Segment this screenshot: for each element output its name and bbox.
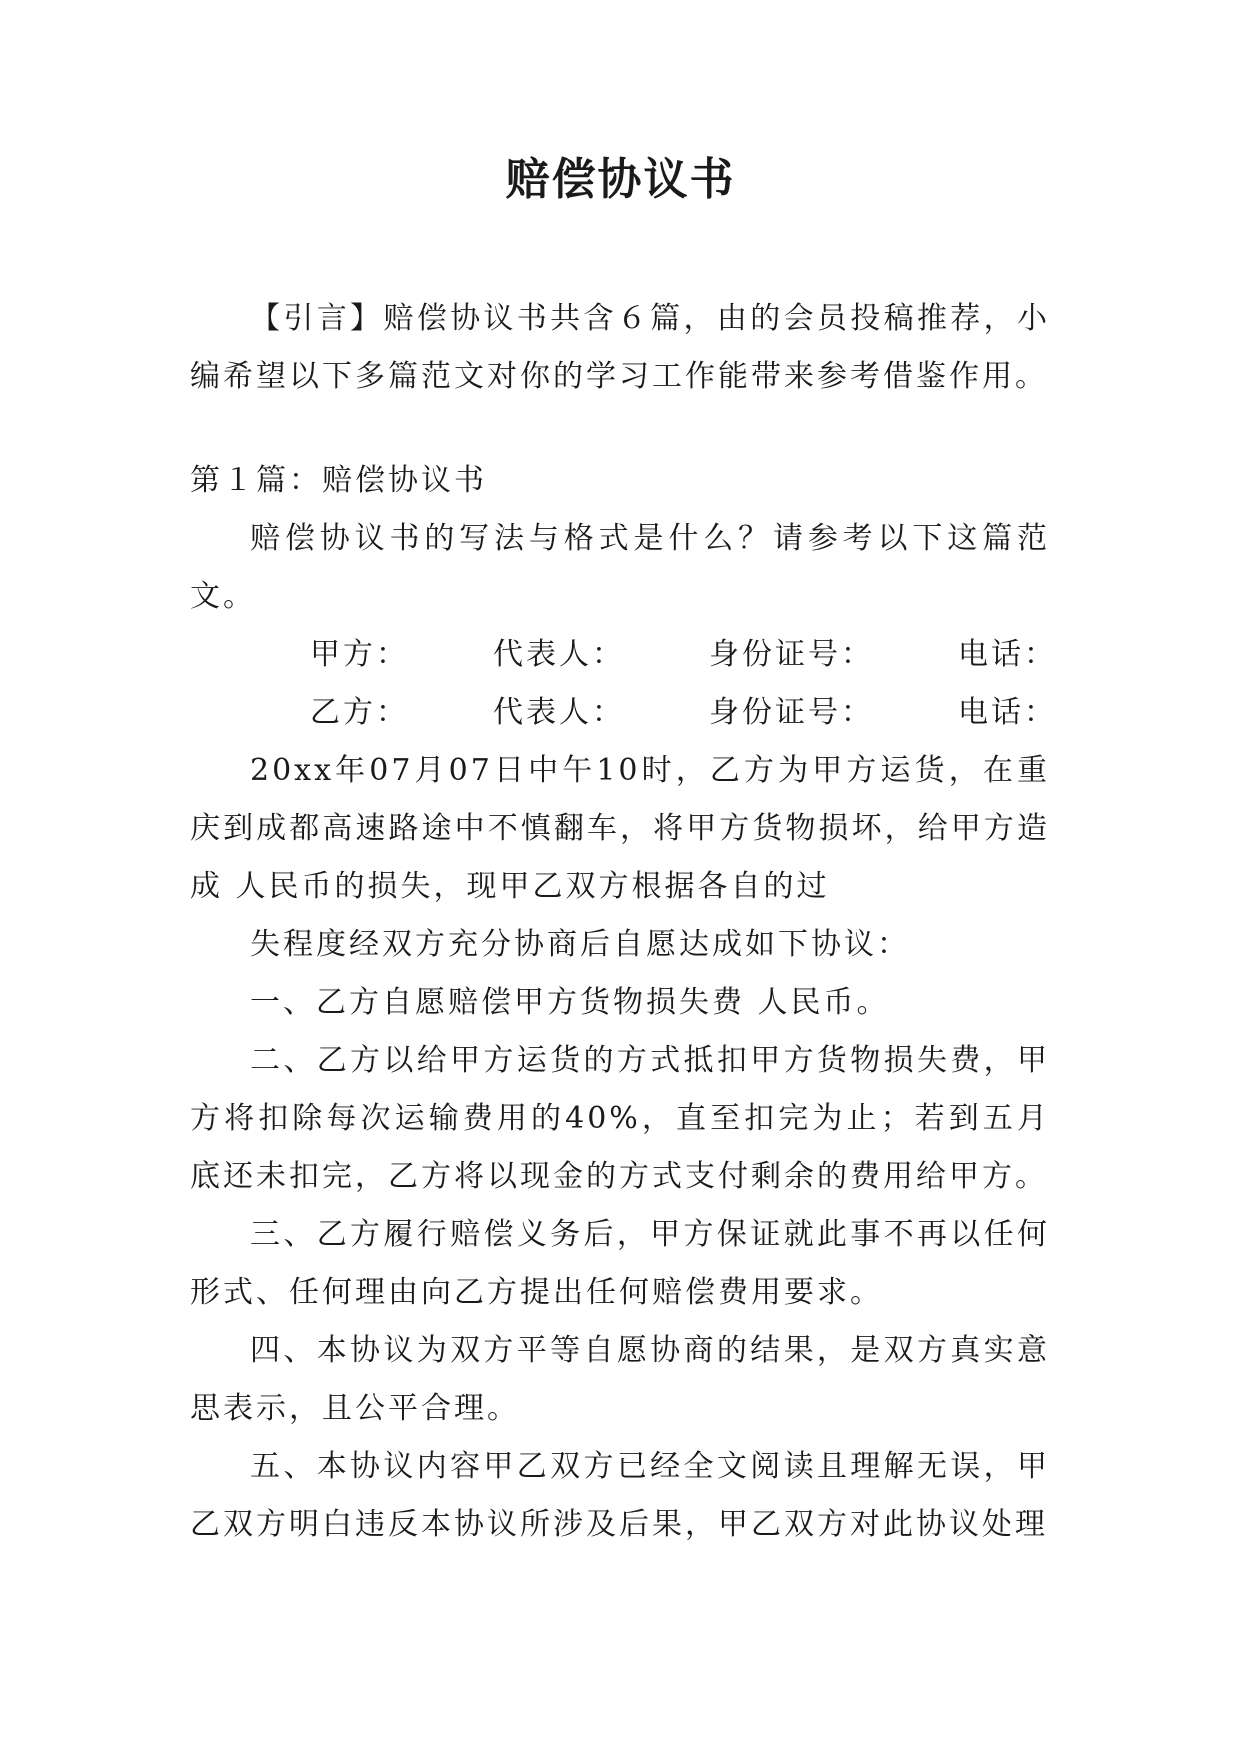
party-b-id-label: 身份证号： (709, 695, 874, 730)
section-heading: 第１篇：赔偿协议书 (190, 463, 487, 498)
party-a-phone-label: 电话： (958, 637, 1057, 672)
clause-2: 二、乙方以给甲方运货的方式抵扣甲方货物损失费，甲方将扣除每次运输费用的40%，直至扣完为止；若到五月底还未扣完，乙方将以现金的方式支付剩余的费用给甲方。 (190, 1043, 1050, 1194)
negotiation-paragraph: 失程度经双方充分协商后自愿达成如下协议： (250, 927, 910, 962)
document-body (190, 290, 1057, 1554)
question-paragraph: 赔偿协议书的写法与格式是什么？请参考以下这篇范文。 (190, 521, 1050, 614)
party-a-id-label: 身份证号： (709, 637, 874, 672)
clause-3: 三、乙方履行赔偿义务后，甲方保证就此事不再以任何形式、任何理由向乙方提出任何赔偿费用要求。 (190, 1217, 1050, 1310)
intro-paragraph: 【引言】赔偿协议书共含６篇，由的会员投稿推荐，小编希望以下多篇范文对你的学习工作能带来参考借鉴作用。 (190, 301, 1050, 394)
incident-paragraph: 20xx年07月07日中午10时，乙方为甲方运货，在重庆到成都高速路途中不慎翻车，将甲方货物损坏，给甲方造成 人民币的损失，现甲乙双方根据各自的过 (190, 753, 1050, 904)
party-b-phone-label: 电话： (958, 695, 1057, 730)
party-a-rep-label: 代表人： (493, 637, 625, 672)
clause-5: 五、本协议内容甲乙双方已经全文阅读且理解无误，甲乙双方明白违反本协议所涉及后果，甲乙双方对此协议处理 (190, 1449, 1050, 1542)
party-b-label: 乙方： (310, 695, 409, 730)
clause-4: 四、本协议为双方平等自愿协商的结果，是双方真实意思表示，且公平合理。 (190, 1333, 1050, 1426)
document-title: 赔偿协议书 (505, 154, 736, 205)
party-b-line (190, 684, 1057, 742)
party-b-rep-label: 代表人： (493, 695, 625, 730)
clause-1: 一、乙方自愿赔偿甲方货物损失费 人民币。 (250, 985, 890, 1020)
party-a-label: 甲方： (310, 637, 409, 672)
party-a-line (190, 626, 1057, 684)
